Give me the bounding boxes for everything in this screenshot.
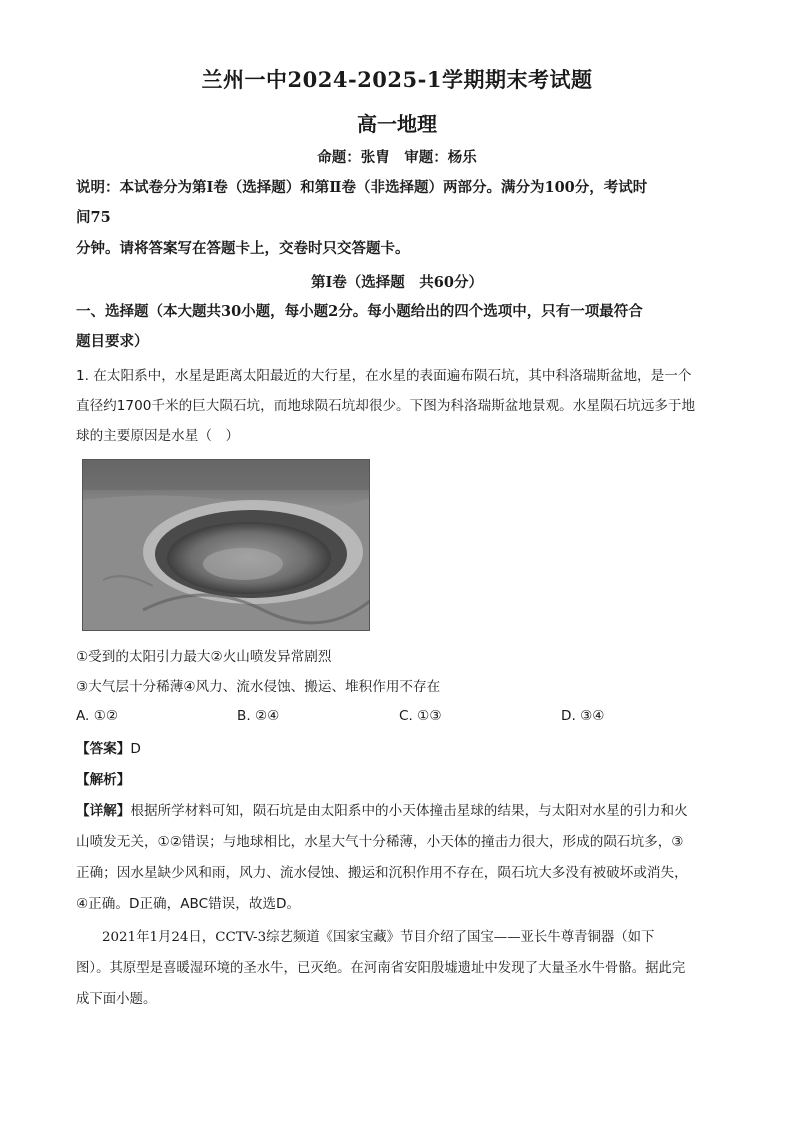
part1-title: 第Ⅰ卷（选择题 共60分）: [311, 274, 483, 291]
analysis-line: [76, 770, 726, 790]
instructions-line-3: 分钟。请将答案写在答题卡上，交卷时只交答题卡。: [76, 240, 410, 257]
section-heading-line-2: 题目要求）: [76, 333, 149, 350]
instructions-line-1: 说明：本试卷分为第Ⅰ卷（选择题）和第Ⅱ卷（非选择题）两部分。满分为100分，考试时: [76, 179, 648, 196]
exam-title: 兰州一中2024-2025-1学期期末考试题: [201, 67, 593, 92]
question1-statement-2: ③大气层十分稀薄④风力、流水侵蚀、搬运、堆积作用不存在: [76, 679, 441, 695]
instructions-line-2: 间75: [76, 209, 111, 226]
section-heading-line-1: 一、选择题（本大题共30小题，每小题2分。每小题给出的四个选项中，只有一项最符合: [76, 303, 643, 320]
passage2-line-1: 2021年1月24日，CCTV-3综艺频道《国家宝藏》节目介绍了国宝——亚长牛尊青铜器（如下: [102, 930, 655, 945]
crater-photo: [82, 459, 370, 631]
detail-line-3: 正确；因水星缺少风和雨，风力、流水侵蚀、搬运和沉积作用不存在，陨石坑大多没有被破坏或消失，: [76, 865, 688, 881]
detail-tag: 【详解】: [76, 803, 131, 819]
option-a: A. ①②: [76, 708, 119, 724]
authors-line: 命题：张胄 审题：杨乐: [317, 149, 477, 166]
option-d: D. ③④: [561, 708, 605, 724]
question1-stem-line-2: 直径约1700千米的巨大陨石坑，而地球陨石坑却很少。下图为科洛瑞斯盆地景观。水星陨石坑远多于地: [76, 398, 696, 414]
passage2-line-2: 图）。其原型是喜暖湿环境的圣水牛，已灭绝。在河南省安阳殷墟遗址中发现了大量圣水牛骨骼。据此完: [76, 961, 686, 976]
answer-tag: 【答案】: [76, 741, 131, 757]
answer-value: D: [130, 741, 141, 757]
detail-text-1: 根据所学材料可知，陨石坑是由太阳系中的小天体撞击星球的结果，与太阳对水星的引力和火: [130, 803, 688, 819]
detail-line-2: 山喷发无关，①②错误；与地球相比，水星大气十分稀薄，小天体的撞击力很大，形成的陨石坑多，③: [76, 834, 684, 850]
answer-line: [76, 739, 726, 759]
subject-title: 高一地理: [357, 112, 437, 136]
question1-stem-line-3: 球的主要原因是水星（ ）: [76, 428, 240, 444]
option-c: C. ①③: [399, 708, 442, 724]
passage2-line-3: 成下面小题。: [76, 992, 157, 1007]
question1-stem-line-1: 1. 在太阳系中，水星是距离太阳最近的大行星，在水星的表面遍布陨石坑，其中科洛瑞斯盆地，是一个: [76, 368, 692, 384]
analysis-tag: 【解析】: [76, 772, 131, 788]
caloris-basin-image: [83, 460, 370, 631]
question1-statement-1: ①受到的太阳引力最大②火山喷发异常剧烈: [76, 649, 332, 665]
detail-line-1: [76, 801, 726, 821]
detail-line-4: ④正确。D正确，ABC错误，故选D。: [76, 896, 301, 912]
option-b: B. ②④: [237, 708, 280, 724]
